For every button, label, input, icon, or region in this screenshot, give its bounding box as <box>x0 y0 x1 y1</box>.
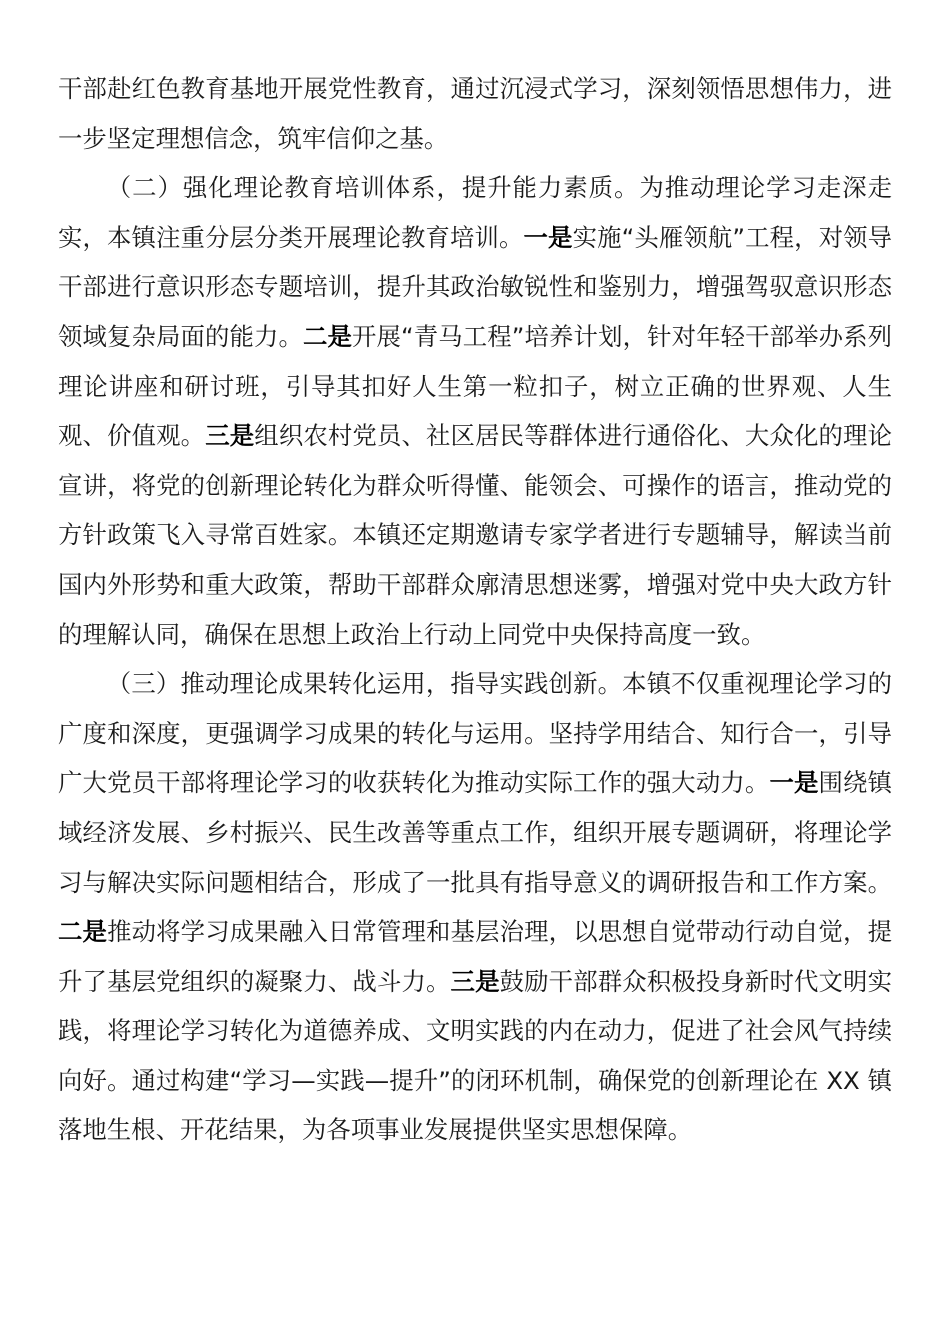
text-run: 开展“青马工程”培养计划，针对年轻干部举办系列理论讲座和研讨班，引导其扣好人生第一粒扣子，树立正确的世界观、人生观、价值观。 <box>58 321 892 451</box>
text-run: 实施“头雁领航”工程，对领导干部进行意识形态专题培训，提升其政治敏锐性和鉴别力，增强驾驭意识形态领域复杂局面的能力。 <box>58 222 892 351</box>
text-run: （二）强化理论教育培训体系，提升能力素质。为推动理论学习走深走实，本镇注重分层分类开展理论教育培训。 <box>58 173 892 252</box>
bold-keyword: 一是 <box>523 222 573 252</box>
paragraph-continuation <box>58 64 892 163</box>
text-run: 围绕镇域经济发展、乡村振兴、民生改善等重点工作，组织开展专题调研，将理论学习与解决实际问题相结合，形成了一批具有指导意义的调研报告和工作方案。 <box>58 768 892 897</box>
paragraph-section-three <box>58 659 892 1155</box>
bold-keyword: 二是 <box>303 321 353 351</box>
document-body <box>58 64 892 1155</box>
bold-keyword: 一是 <box>769 768 819 798</box>
text-run: 推动将学习成果融入日常管理和基层治理，以思想自觉带动行动自觉，提升了基层党组织的凝聚力、战斗力。 <box>58 917 892 996</box>
text-run: （三）推动理论成果转化运用，指导实践创新。本镇不仅重视理论学习的广度和深度，更强调学习成果的转化与运用。坚持学用结合、知行合一，引导广大党员干部将理论学习的收获转化为推动实际工作的强大动力。 <box>58 669 892 798</box>
text-run: 鼓励干部群众积极投身新时代文明实践，将理论学习转化为道德养成、文明实践的内在动力，促进了社会风气持续向好。通过构建“学习—实践—提升”的闭环机制，确保党的创新理论在 XX 镇落地生根、开花结果，为各项事业发展提供坚实思想保障。 <box>58 966 892 1145</box>
text-run: 干部赴红色教育基地开展党性教育，通过沉浸式学习，深刻领悟思想伟力，进一步坚定理想信念，筑牢信仰之基。 <box>58 74 892 153</box>
paragraph-section-two <box>58 163 892 659</box>
bold-keyword: 三是 <box>450 966 500 996</box>
text-run: 组织农村党员、社区居民等群体进行通俗化、大众化的理论宣讲，将党的创新理论转化为群众听得懂、能领会、可操作的语言，推动党的方针政策飞入寻常百姓家。本镇还定期邀请专家学者进行专题辅导，解读当前国内外形势和重大政策，帮助干部群众廓清思想迷雾，增强对党中央大政方针的理解认同，确保在思想上政治上行动上同党中央保持高度一致。 <box>58 421 892 649</box>
bold-keyword: 二是 <box>58 917 108 947</box>
bold-keyword: 三是 <box>205 421 255 451</box>
